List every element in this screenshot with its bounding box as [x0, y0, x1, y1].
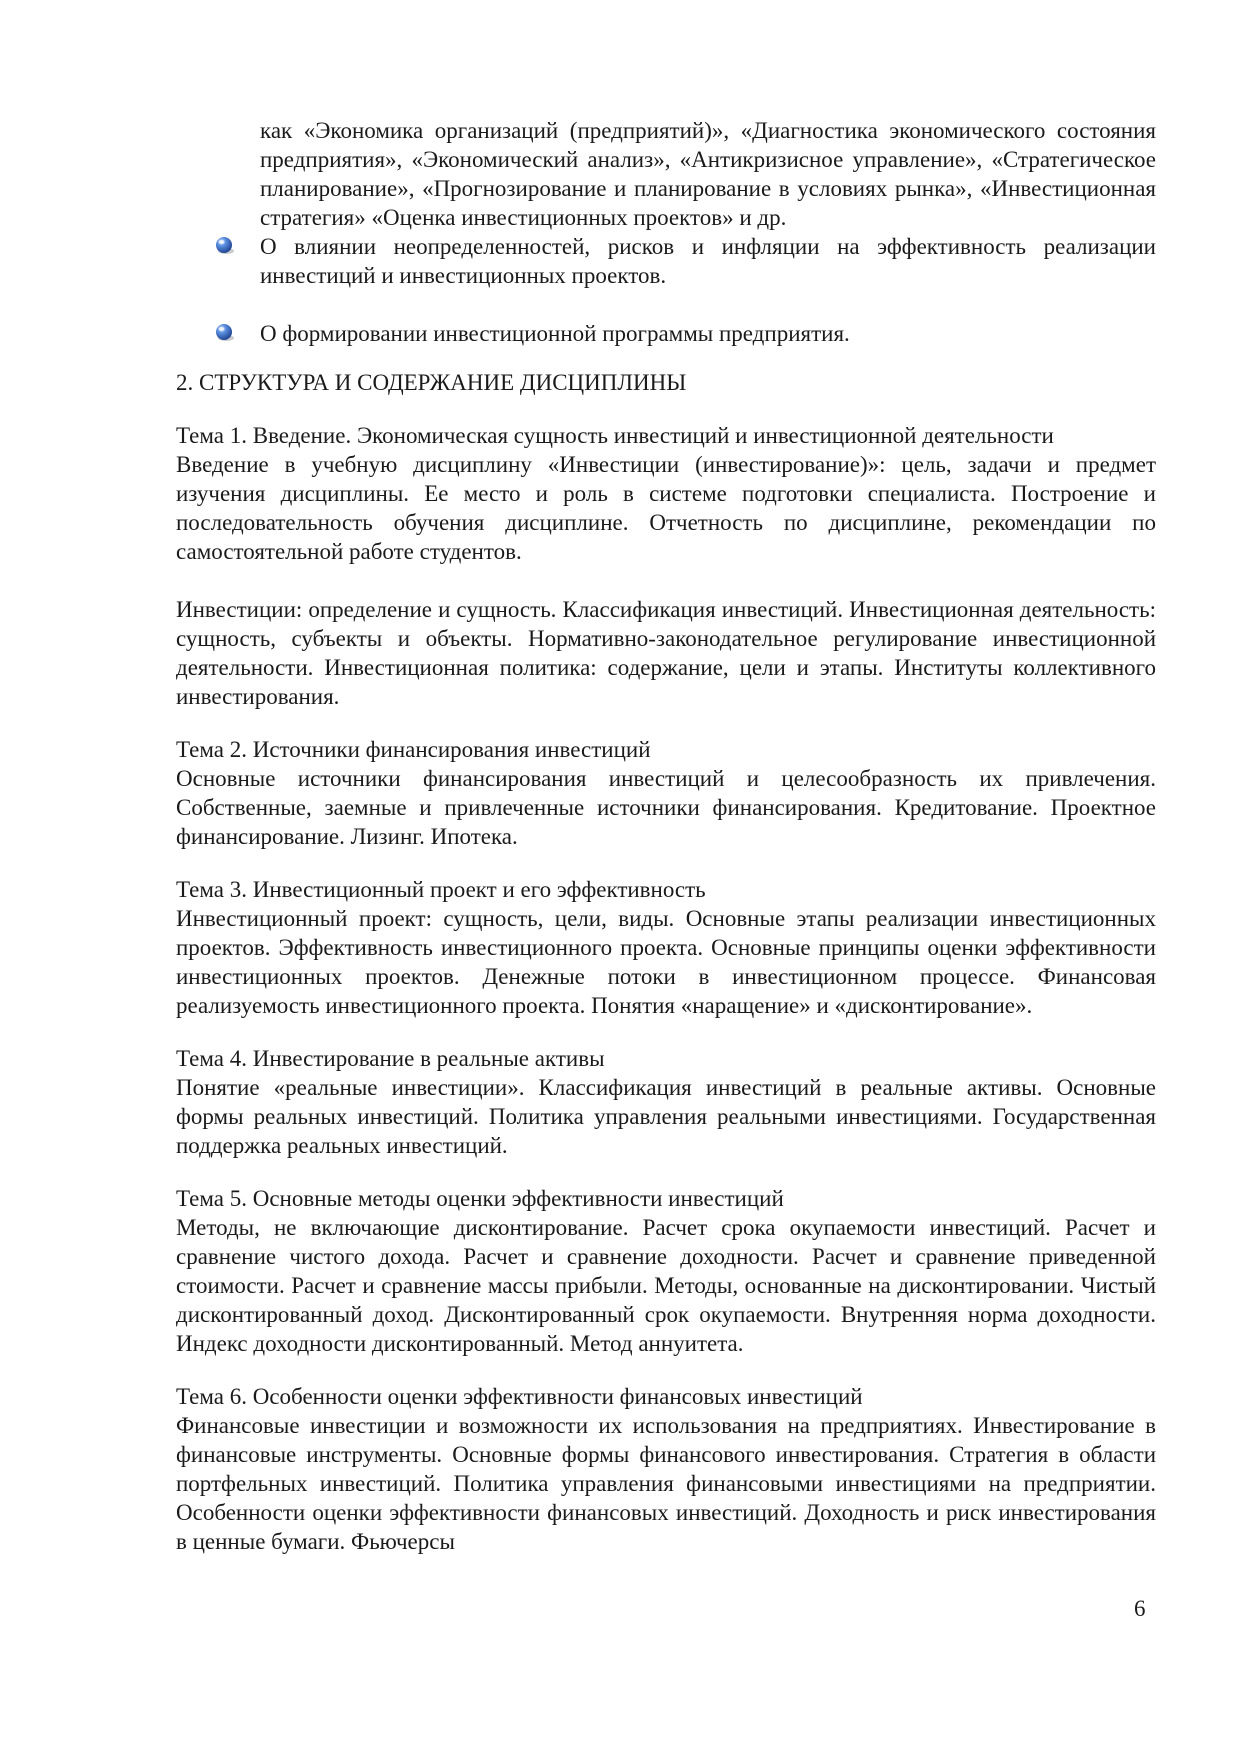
topic-title: Тема 4. Инвестирование в реальные активы	[176, 1046, 605, 1071]
blue-sphere-bullet-icon	[214, 235, 236, 257]
topic-2	[176, 735, 1156, 851]
topic-1	[176, 421, 1156, 711]
topic-paragraph: Понятие «реальные инвестиции». Классификация инвестиций в реальные активы. Основные формы реальных инвестиций. Политика управления реальными инвестициями. Государственная поддержка реальных инвестиций.	[176, 1075, 1156, 1158]
bullet-list	[176, 232, 1156, 348]
bullet-text: О формировании инвестиционной программы предприятия.	[260, 321, 850, 346]
topic-title: Тема 2. Источники финансирования инвестиций	[176, 737, 651, 762]
topic-title: Тема 5. Основные методы оценки эффективности инвестиций	[176, 1186, 784, 1211]
topic-title: Тема 1. Введение. Экономическая сущность инвестиций и инвестиционной деятельности	[176, 423, 1054, 448]
topic-title: Тема 3. Инвестиционный проект и его эффективность	[176, 877, 706, 902]
page-number: 6	[1134, 1596, 1146, 1621]
document-page	[176, 116, 1156, 1556]
topic-3	[176, 875, 1156, 1020]
topic-paragraph: Инвестиционный проект: сущность, цели, виды. Основные этапы реализации инвестиционных проектов. Эффективность инвестиционного проекта. Основные принципы оценки эффективности инвестиционных проектов. Денежные потоки в инвестиционном процессе. Финансовая реализуемость инвестиционного проекта. Понятия «наращение» и «дисконтирование».	[176, 906, 1156, 1018]
bullet-item	[176, 319, 1156, 348]
section-heading: 2. СТРУКТУРА И СОДЕРЖАНИЕ ДИСЦИПЛИНЫ	[176, 370, 687, 395]
topic-title: Тема 6. Особенности оценки эффективности финансовых инвестиций	[176, 1384, 863, 1409]
blue-sphere-bullet-icon	[214, 322, 236, 344]
topic-paragraph: Введение в учебную дисциплину «Инвестиции (инвестирование)»: цель, задачи и предмет изучения дисциплины. Ее место и роль в системе подготовки специалиста. Построение и последовательность обучения дисциплине. Отчетность по дисциплине, рекомендации по самостоятельной работе студентов.	[176, 452, 1156, 564]
topic-paragraph: Инвестиции: определение и сущность. Классификация инвестиций. Инвестиционная деятельность: сущность, субъекты и объекты. Нормативно-законодательное регулирование инвестиционной деятельности. Инвестиционная политика: содержание, цели и этапы. Институты коллективного инвестирования.	[176, 597, 1156, 709]
topic-paragraph: Финансовые инвестиции и возможности их использования на предприятиях. Инвестирование в финансовые инструменты. Основные формы финансового инвестирования. Стратегия в области портфельных инвестиций. Политика управления финансовыми инвестициями на предприятии. Особенности оценки эффективности финансовых инвестиций. Доходность и риск инвестирования в ценные бумаги. Фьючерсы	[176, 1413, 1156, 1554]
topic-5	[176, 1184, 1156, 1358]
topic-paragraph: Методы, не включающие дисконтирование. Расчет срока окупаемости инвестиций. Расчет и сравнение чистого дохода. Расчет и сравнение доходности. Расчет и сравнение приведенной стоимости. Расчет и сравнение массы прибыли. Методы, основанные на дисконтировании. Чистый дисконтированный доход. Дисконтированный срок окупаемости. Внутренняя норма доходности. Индекс доходности дисконтированный. Метод аннуитета.	[176, 1215, 1156, 1356]
bullet-text: О влиянии неопределенностей, рисков и инфляции на эффективность реализации инвестиций и инвестиционных проектов.	[260, 234, 1156, 288]
bullet-item	[176, 232, 1156, 290]
topic-paragraph: Основные источники финансирования инвестиций и целесообразность их привлечения. Собственные, заемные и привлеченные источники финансирования. Кредитование. Проектное финансирование. Лизинг. Ипотека.	[176, 766, 1156, 849]
topic-4	[176, 1044, 1156, 1160]
bullet-continuation-text: как «Экономика организаций (предприятий)», «Диагностика экономического состояния предприятия», «Экономический анализ», «Антикризисное управление», «Стратегическое планирование», «Прогнозирование и планирование в условиях рынка», «Инвестиционная стратегия» «Оценка инвестиционных проектов» и др.	[260, 118, 1156, 230]
topic-6	[176, 1382, 1156, 1556]
